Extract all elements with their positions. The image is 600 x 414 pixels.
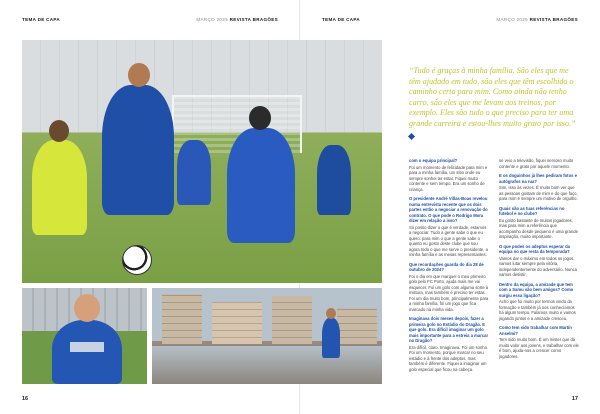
body-column-2 [499,158,579,376]
wet-ground-reflection [152,346,382,384]
hero-photo-training [22,40,382,283]
interview-question: Quais são as tuas referências no futebol e no clube? [499,205,565,216]
interview-answer: Vamos dar o máximo em todos os jogos, vamos lutar sempre pela vitória, independentemente do adversário. Nunca vamos desistir. [499,255,577,277]
boy-standing-figure [322,318,340,358]
interview-answer: Tem sido muito bom. É um mister que dá muito valor aos jovens, e trabalhar com ele é bom, ajuda-nos a crescer como jogadores. [499,337,579,359]
interview-question: com o equipa principal? [409,158,458,163]
interview-question: Dentro da equipa, a amizade que tem com a Samu são bem amigos? Como surgiu essa ligação? [499,281,574,298]
interview-answer: Foi um momento de felicidade para mim e para a minha família, um sítio onde eu sempre sonhei ter estar. Fiquei muito contente e sem tempo. Era um sonho de criança. [409,164,488,192]
city-photo [152,288,382,384]
interview-answer: se veio a televisão, fiquei nervoso muito contente e grato por aquele momento. [499,158,574,169]
interview-question: Imaginava dois meses depois, fazer a primeira golo no Estádio do Dragão. E que golo. Era difícil imaginar um golo mais importante para a estreia a marcar no Dragão? [409,316,489,343]
interview-answer: Sim, isso às vezes. É muito bom ver que as pessoas gostam de mim e do que faço, para mim é sempre um motivo de orgulho. [499,185,578,201]
running-header-left [22,14,278,24]
page-number-left: 16 [22,396,29,402]
section-label: TEMA DE CAPA [22,16,61,22]
interview-question: O que podes os adeptos esperar da equipa no que resta da temporada? [499,243,570,254]
interview-answer: Só posso dizer o que é verdade, estamos a negociar. Tudo a gente sabe o que eu quero: para mim o que a gente sabe o quanto eu gosto deste clube que sou agora todo o que me serve o presidente, a minha família e as mesas representantes. [409,224,488,257]
building [212,302,262,344]
diamond-mark-icon [408,133,415,140]
section-label: TEMA DE CAPA [322,16,361,22]
body-columns [409,158,579,376]
page-number-right: 17 [571,396,578,402]
portrait-photo [22,288,147,384]
football-ball [122,245,152,275]
interview-answer: Era difícil, claro. Imaginava. Foi um sonho. Foi um momento, porque marcar no seu estádio e à frente dos adeptos, mas também é diferente. Fiquei a imaginar um golo especial que ficou na cabeça. [409,344,489,372]
building [272,296,312,344]
body-column-1 [409,158,489,376]
goalkeeper-figure [32,140,87,235]
interview-answer: Eu gosto bastante de muitos jogadores, mas para mim a referência que acompanho desde pequeno é uma grande inspiração, muito importante. [499,217,578,239]
interview-question: E os doguinhos já lhes pediram fotos e autógrafos na rua? [499,173,577,184]
issue-label: MARÇO 2025 REVISTA BRAGÕES [496,16,578,22]
player-figure-main [102,85,174,215]
building [337,308,377,344]
interview-answer: Foi o dia em que marquei o meu primeiro golo pelo FC Porto, ajuda mais me vai esquecer. Foi um golo com alguma sorte à mistura, mas também é preciso ter estas. Foi um dia muito bom, principalmente para a minha família, foi um jogo que fica marcado na minha vida. [409,273,489,312]
pull-quote-text: “Tudo é graças à minha família. São eles que me têm ajudado em tudo, são eles que têm escolhido o caminho certo para mim. Como ainda não tenho carro, são eles que me levam aos treinos, por exemplo. Eles são tudo o que preciso para ter uma grande carreira e estou-lhes muito grato por isso.” [409,66,576,128]
interview-answer: Acho que foi muito por termos vindo da formação e também já nos conhecíamos há algum tempo. Falamos muito e vamos jogando juntos e a amizade cresceu. [499,299,576,321]
player-figure-beanie [227,128,295,243]
interview-question: Como tem sido trabalhar com Martín Anselmi? [499,325,572,336]
issue-label: MARÇO 2025 REVISTA BRAGÕES [196,16,278,22]
interview-question: Que recordações guarda do dia 28 de outubro de 2024? [409,261,484,272]
boy-figure [52,320,122,384]
background-player [317,145,351,215]
interview-question: O presidente André Villas-Boas revelou numa entrevista recente que os dois partes estão a negociar a renovação do contrato. O que pode o Rodrigo Mora dizer em relação a isso? [409,196,488,223]
background-player [177,140,211,205]
shirt-print [70,342,104,352]
pull-quote [409,66,579,139]
running-header-right [322,14,578,24]
building [162,294,202,344]
